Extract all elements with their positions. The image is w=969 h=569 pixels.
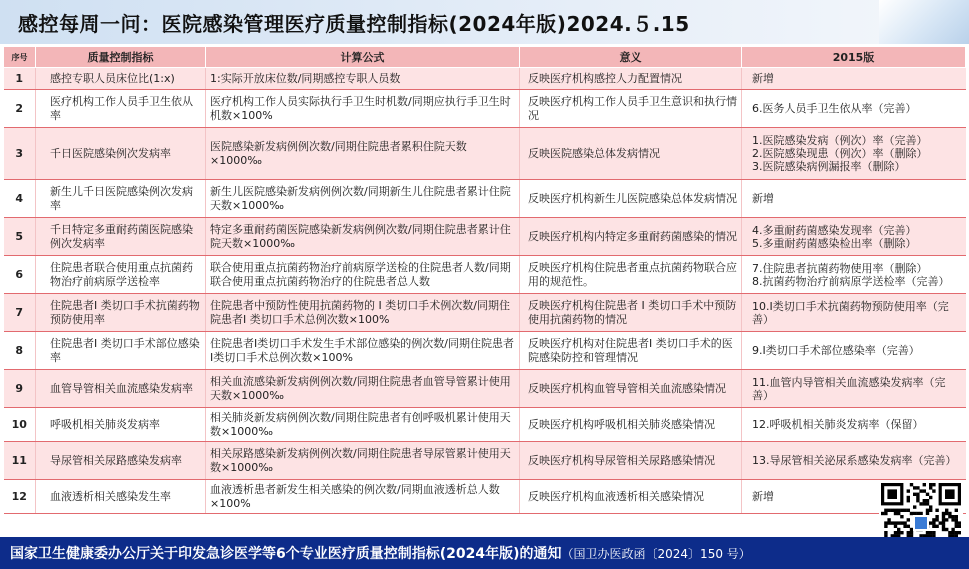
cell-meaning: 反映医疗机构新生儿医院感染总体发病情况 xyxy=(520,180,742,218)
cell-formula: 血液透析患者新发生相关感染的例次数/同期血液透析总人数×100% xyxy=(206,480,520,514)
cell-meaning: 反映医疗机构住院患者重点抗菌药物联合应用的规范性。 xyxy=(520,256,742,294)
cell-meaning: 反映医疗机构住院患者 I 类切口手术中预防使用抗菌药物的情况 xyxy=(520,294,742,332)
cell-indicator: 医疗机构工作人员手卫生依从率 xyxy=(36,90,206,128)
table-row xyxy=(4,370,966,408)
cell-no: 5 xyxy=(4,218,36,256)
cell-2015-line: 10.I类切口手术抗菌药物预防使用率（完善） xyxy=(752,299,949,326)
cell-2015 xyxy=(742,370,966,408)
cell-2015-line: 9.I类切口手术部位感染率（完善） xyxy=(752,344,920,357)
table-row xyxy=(4,218,966,256)
cell-2015-line: 2.医院感染现患（例次）率（删除） xyxy=(752,147,928,160)
cell-2015-line: 新增 xyxy=(752,72,774,85)
cell-indicator: 千日医院感染例次发病率 xyxy=(36,128,206,180)
header-formula: 计算公式 xyxy=(206,47,520,68)
cell-meaning: 反映医疗机构感控人力配置情况 xyxy=(520,68,742,90)
cell-2015 xyxy=(742,256,966,294)
cell-2015 xyxy=(742,442,966,480)
cell-meaning: 反映医疗机构内特定多重耐药菌感染的情况 xyxy=(520,218,742,256)
cell-no: 6 xyxy=(4,256,36,294)
cell-indicator: 感控专职人员床位比(1:x) xyxy=(36,68,206,90)
cell-2015 xyxy=(742,68,966,90)
cell-no: 10 xyxy=(4,408,36,442)
cell-formula: 住院患者中预防性使用抗菌药物的 I 类切口手术例次数/同期住院患者I 类切口手术总例次数×100% xyxy=(206,294,520,332)
header-no: 序号 xyxy=(4,47,36,68)
title-decoration xyxy=(879,0,969,44)
cell-2015-line: 3.医院感染病例漏报率（删除） xyxy=(752,160,906,173)
cell-indicator: 血液透析相关感染发生率 xyxy=(36,480,206,514)
cell-2015 xyxy=(742,332,966,370)
cell-2015-line: 新增 xyxy=(752,490,774,503)
cell-no: 9 xyxy=(4,370,36,408)
cell-2015-line: 4.多重耐药菌感染发现率（完善） xyxy=(752,223,917,237)
cell-2015 xyxy=(742,408,966,442)
cell-formula: 相关血流感染新发病例例次数/同期住院患者血管导管累计使用天数×1000‰ xyxy=(206,370,520,408)
cell-formula: 医疗机构工作人员实际执行手卫生时机数/同期应执行手卫生时机数×100% xyxy=(206,90,520,128)
cell-formula: 住院患者I类切口手术发生手术部位感染的例次数/同期住院患者I类切口手术总例次数×100% xyxy=(206,332,520,370)
footer-text xyxy=(10,543,751,563)
cell-formula: 医院感染新发病例例次数/同期住院患者累积住院天数×1000‰ xyxy=(206,128,520,180)
cell-2015 xyxy=(742,180,966,218)
cell-2015-line: 新增 xyxy=(752,192,774,205)
table-body xyxy=(4,68,966,514)
cell-2015-line: 11.血管内导管相关血流感染发病率（完善） xyxy=(752,375,946,402)
cell-indicator: 新生儿千日医院感染例次发病率 xyxy=(36,180,206,218)
cell-2015-line: 1.医院感染发病（例次）率（完善） xyxy=(752,134,928,147)
title-bar xyxy=(0,0,969,44)
cell-formula: 相关肺炎新发病例例次数/同期住院患者有创呼吸机累计使用天数×1000‰ xyxy=(206,408,520,442)
header-indicator: 质量控制指标 xyxy=(36,47,206,68)
table-header-row xyxy=(4,47,966,68)
table-row xyxy=(4,442,966,480)
cell-2015 xyxy=(742,294,966,332)
footer-title: 国家卫生健康委办公厅关于印发急诊医学等6个专业医疗质量控制指标(2024年版)的通知 xyxy=(10,546,562,562)
cell-no: 7 xyxy=(4,294,36,332)
cell-meaning: 反映医疗机构工作人员手卫生意识和执行情况 xyxy=(520,90,742,128)
table-row xyxy=(4,408,966,442)
cell-no: 11 xyxy=(4,442,36,480)
table-row xyxy=(4,68,966,90)
cell-no: 4 xyxy=(4,180,36,218)
cell-formula: 联合使用重点抗菌药物治疗前病原学送检的住院患者人数/同期联合使用重点抗菌药物治疗的住院患者总人数 xyxy=(206,256,520,294)
cell-indicator: 呼吸机相关肺炎发病率 xyxy=(36,408,206,442)
header-2015: 2015版 xyxy=(742,47,966,68)
cell-2015 xyxy=(742,90,966,128)
cell-formula: 特定多重耐药菌医院感染新发病例例次数/同期住院患者累计住院天数×1000‰ xyxy=(206,218,520,256)
cell-2015-line: 13.导尿管相关泌尿系感染发病率（完善） xyxy=(752,454,957,467)
footer-doc-number: （国卫办医政函〔2024〕150 号） xyxy=(561,547,751,561)
cell-no: 12 xyxy=(4,480,36,514)
footer-banner xyxy=(0,537,969,569)
cell-formula: 1:实际开放床位数/同期感控专职人员数 xyxy=(206,68,520,90)
cell-no: 3 xyxy=(4,128,36,180)
cell-indicator: 住院患者I 类切口手术抗菌药物预防使用率 xyxy=(36,294,206,332)
cell-meaning: 反映医院感染总体发病情况 xyxy=(520,128,742,180)
table-row xyxy=(4,128,966,180)
table-row xyxy=(4,332,966,370)
indicator-table xyxy=(3,46,966,514)
page-title: 感控每周一问：医院感染管理医疗质量控制指标(2024年版)2024.５.15 xyxy=(18,12,690,36)
cell-indicator: 血管导管相关血流感染发病率 xyxy=(36,370,206,408)
table-row xyxy=(4,256,966,294)
cell-formula: 相关尿路感染新发病例例次数/同期住院患者导尿管累计使用天数×1000‰ xyxy=(206,442,520,480)
cell-no: 1 xyxy=(4,68,36,90)
cell-2015-line: 6.医务人员手卫生依从率（完善） xyxy=(752,102,917,115)
cell-2015 xyxy=(742,218,966,256)
cell-indicator: 住院患者I 类切口手术部位感染率 xyxy=(36,332,206,370)
cell-2015-line: 7.住院患者抗菌药物使用率（删除） xyxy=(752,261,928,275)
cell-meaning: 反映医疗机构血管导管相关血流感染情况 xyxy=(520,370,742,408)
cell-formula: 新生儿医院感染新发病例例次数/同期新生儿住院患者累计住院天数×1000‰ xyxy=(206,180,520,218)
cell-no: 8 xyxy=(4,332,36,370)
cell-indicator: 住院患者联合使用重点抗菌药物治疗前病原学送检率 xyxy=(36,256,206,294)
cell-meaning: 反映医疗机构对住院患者I 类切口手术的医院感染防控和管理情况 xyxy=(520,332,742,370)
table-row xyxy=(4,294,966,332)
cell-meaning: 反映医疗机构血液透析相关感染情况 xyxy=(520,480,742,514)
table-row xyxy=(4,180,966,218)
cell-2015 xyxy=(742,128,966,180)
cell-indicator: 导尿管相关尿路感染发病率 xyxy=(36,442,206,480)
cell-meaning: 反映医疗机构导尿管相关尿路感染情况 xyxy=(520,442,742,480)
cell-indicator: 千日特定多重耐药菌医院感染例次发病率 xyxy=(36,218,206,256)
cell-no: 2 xyxy=(4,90,36,128)
cell-2015-line: 5.多重耐药菌感染检出率（删除） xyxy=(752,236,917,250)
header-meaning: 意义 xyxy=(520,47,742,68)
table-row xyxy=(4,90,966,128)
cell-2015-line: 12.呼吸机相关肺炎发病率（保留） xyxy=(752,418,924,431)
cell-2015-line: 8.抗菌药物治疗前病原学送检率（完善） xyxy=(752,274,950,288)
table-row xyxy=(4,480,966,514)
cell-meaning: 反映医疗机构呼吸机相关肺炎感染情况 xyxy=(520,408,742,442)
